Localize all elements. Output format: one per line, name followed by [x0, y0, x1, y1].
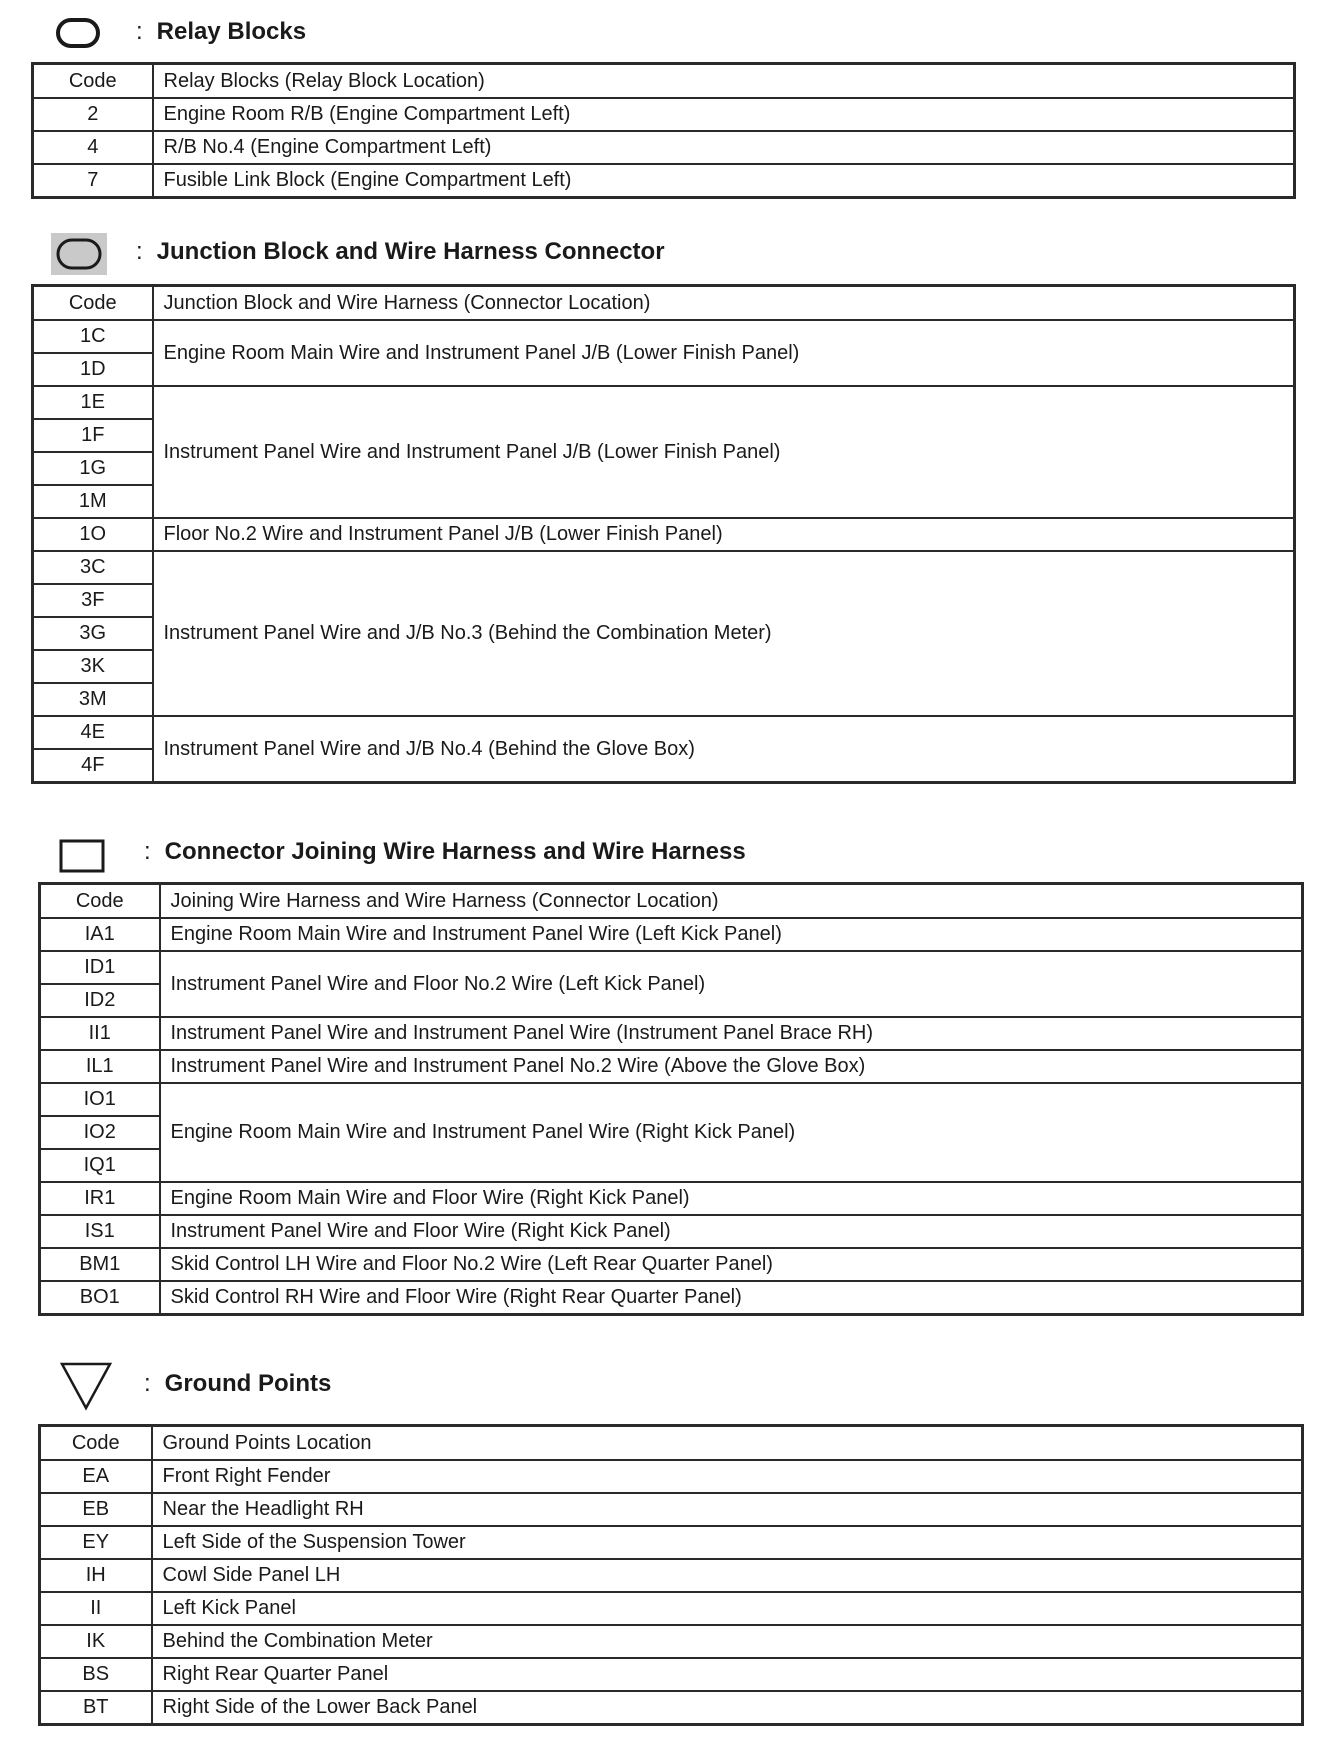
location-cell: Skid Control LH Wire and Floor No.2 Wire (Left Rear Quarter Panel): [160, 1248, 1303, 1281]
connector-joining-section: [0, 828, 1328, 1308]
relay-blocks-table: [31, 62, 1296, 199]
code-cell: 3F: [33, 584, 153, 617]
code-cell: EY: [40, 1526, 152, 1559]
column-header-location: Junction Block and Wire Harness (Connector Location): [153, 286, 1295, 321]
table-header-row: [33, 286, 1295, 321]
code-cell: 1D: [33, 353, 153, 386]
code-cell: 1C: [33, 320, 153, 353]
location-cell: Engine Room R/B (Engine Compartment Left): [153, 98, 1295, 131]
location-cell: Engine Room Main Wire and Instrument Panel Wire (Left Kick Panel): [160, 918, 1303, 951]
junction-block-section: [0, 228, 1328, 776]
table-row: [40, 1460, 1303, 1493]
table-row: [40, 1691, 1303, 1725]
code-cell: IO2: [40, 1116, 160, 1149]
table-header-row: [40, 884, 1303, 919]
location-cell: Left Kick Panel: [152, 1592, 1303, 1625]
table-row: [40, 1215, 1303, 1248]
section-heading: [0, 1356, 1328, 1416]
table-row: [40, 1559, 1303, 1592]
location-cell: Cowl Side Panel LH: [152, 1559, 1303, 1592]
code-cell: IO1: [40, 1083, 160, 1116]
section-heading: [0, 228, 1328, 278]
ground-points-section: [0, 1356, 1328, 1718]
location-cell: Instrument Panel Wire and J/B No.4 (Behind the Glove Box): [153, 716, 1295, 783]
code-cell: 1O: [33, 518, 153, 551]
rectangle-icon: [58, 838, 106, 874]
column-header-code: Code: [33, 286, 153, 321]
code-cell: 1M: [33, 485, 153, 518]
location-cell: Instrument Panel Wire and Instrument Panel J/B (Lower Finish Panel): [153, 386, 1295, 518]
shaded-oval-icon: [50, 232, 108, 276]
location-cell: Instrument Panel Wire and Floor Wire (Right Kick Panel): [160, 1215, 1303, 1248]
column-header-location: Ground Points Location: [152, 1426, 1303, 1461]
section-title: : Connector Joining Wire Harness and Wire Harness: [144, 838, 746, 865]
rounded-oval-icon: [54, 16, 106, 50]
location-cell: Instrument Panel Wire and Instrument Panel No.2 Wire (Above the Glove Box): [160, 1050, 1303, 1083]
table-row: [33, 98, 1295, 131]
location-cell: Skid Control RH Wire and Floor Wire (Right Rear Quarter Panel): [160, 1281, 1303, 1315]
code-cell: IH: [40, 1559, 152, 1592]
code-cell: IA1: [40, 918, 160, 951]
section-title: : Ground Points: [144, 1370, 332, 1397]
location-cell: Instrument Panel Wire and Floor No.2 Wire (Left Kick Panel): [160, 951, 1303, 1017]
table-row: [40, 1625, 1303, 1658]
location-cell: Engine Room Main Wire and Instrument Panel Wire (Right Kick Panel): [160, 1083, 1303, 1182]
table-row: [40, 1281, 1303, 1315]
column-header-location: Relay Blocks (Relay Block Location): [153, 64, 1295, 99]
location-cell: Floor No.2 Wire and Instrument Panel J/B (Lower Finish Panel): [153, 518, 1295, 551]
code-cell: II: [40, 1592, 152, 1625]
location-cell: Instrument Panel Wire and J/B No.3 (Behind the Combination Meter): [153, 551, 1295, 716]
table-header-row: [40, 1426, 1303, 1461]
section-heading: [0, 8, 1328, 58]
code-cell: EA: [40, 1460, 152, 1493]
code-cell: 1E: [33, 386, 153, 419]
table-row: [33, 386, 1295, 419]
location-cell: Fusible Link Block (Engine Compartment Left): [153, 164, 1295, 198]
code-cell: ID1: [40, 951, 160, 984]
section-title: : Junction Block and Wire Harness Connector: [136, 238, 665, 265]
table-row: [40, 1658, 1303, 1691]
junction-block-table: [31, 284, 1296, 784]
code-cell: 3C: [33, 551, 153, 584]
code-cell: 7: [33, 164, 153, 198]
column-header-code: Code: [40, 1426, 152, 1461]
code-cell: EB: [40, 1493, 152, 1526]
location-cell: Left Side of the Suspension Tower: [152, 1526, 1303, 1559]
code-cell: 2: [33, 98, 153, 131]
column-header-code: Code: [40, 884, 160, 919]
code-cell: 3G: [33, 617, 153, 650]
location-cell: Near the Headlight RH: [152, 1493, 1303, 1526]
code-cell: IR1: [40, 1182, 160, 1215]
code-cell: IK: [40, 1625, 152, 1658]
column-header-location: Joining Wire Harness and Wire Harness (Connector Location): [160, 884, 1303, 919]
table-row: [40, 1592, 1303, 1625]
table-row: [40, 1493, 1303, 1526]
table-row: [40, 1248, 1303, 1281]
code-cell: ID2: [40, 984, 160, 1017]
code-cell: IQ1: [40, 1149, 160, 1182]
location-cell: Instrument Panel Wire and Instrument Panel Wire (Instrument Panel Brace RH): [160, 1017, 1303, 1050]
relay-blocks-section: [0, 8, 1328, 191]
table-row: [33, 551, 1295, 584]
code-cell: BT: [40, 1691, 152, 1725]
connector-joining-table: [38, 882, 1304, 1316]
table-row: [33, 131, 1295, 164]
section-heading: [0, 828, 1328, 878]
section-title: : Relay Blocks: [136, 18, 307, 45]
code-cell: 1F: [33, 419, 153, 452]
code-cell: IS1: [40, 1215, 160, 1248]
ground-points-table: [38, 1424, 1304, 1726]
table-row: [40, 951, 1303, 984]
location-cell: Engine Room Main Wire and Instrument Panel J/B (Lower Finish Panel): [153, 320, 1295, 386]
code-cell: BM1: [40, 1248, 160, 1281]
code-cell: 3M: [33, 683, 153, 716]
code-cell: BO1: [40, 1281, 160, 1315]
location-cell: Engine Room Main Wire and Floor Wire (Right Kick Panel): [160, 1182, 1303, 1215]
code-cell: 4F: [33, 749, 153, 783]
table-row: [33, 716, 1295, 749]
down-triangle-icon: [58, 1358, 114, 1412]
location-cell: Front Right Fender: [152, 1460, 1303, 1493]
table-row: [33, 518, 1295, 551]
location-cell: R/B No.4 (Engine Compartment Left): [153, 131, 1295, 164]
code-cell: 4: [33, 131, 153, 164]
table-header-row: [33, 64, 1295, 99]
table-row: [33, 320, 1295, 353]
table-row: [40, 918, 1303, 951]
table-row: [40, 1083, 1303, 1116]
table-row: [40, 1050, 1303, 1083]
table-row: [40, 1017, 1303, 1050]
location-cell: Behind the Combination Meter: [152, 1625, 1303, 1658]
table-row: [40, 1526, 1303, 1559]
code-cell: IL1: [40, 1050, 160, 1083]
code-cell: II1: [40, 1017, 160, 1050]
location-cell: Right Rear Quarter Panel: [152, 1658, 1303, 1691]
location-cell: Right Side of the Lower Back Panel: [152, 1691, 1303, 1725]
column-header-code: Code: [33, 64, 153, 99]
code-cell: 1G: [33, 452, 153, 485]
code-cell: BS: [40, 1658, 152, 1691]
code-cell: 3K: [33, 650, 153, 683]
table-row: [33, 164, 1295, 198]
code-cell: 4E: [33, 716, 153, 749]
table-row: [40, 1182, 1303, 1215]
